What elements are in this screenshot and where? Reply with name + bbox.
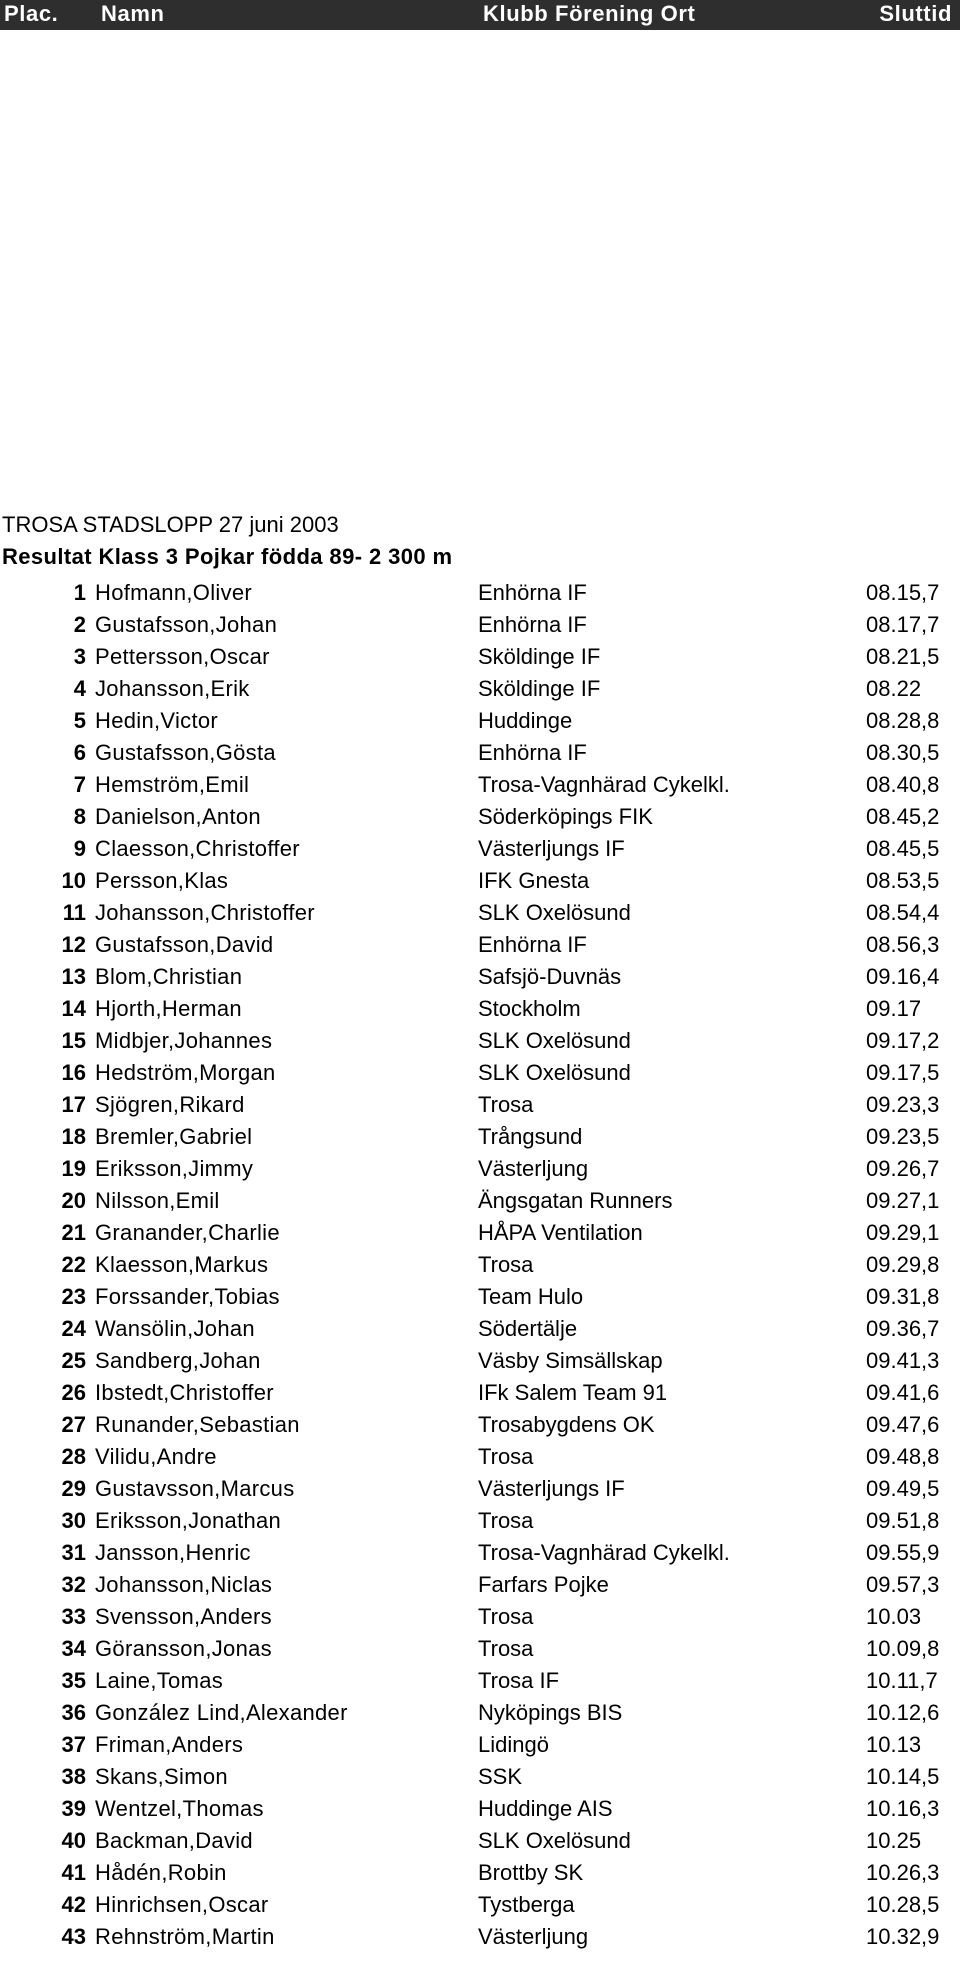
result-club: Södertälje	[478, 1316, 578, 1341]
result-row	[0, 994, 960, 1026]
result-name: Bremler,Gabriel	[95, 1124, 253, 1149]
result-name: Sjögren,Rikard	[95, 1092, 245, 1117]
result-name: Gustafsson,Gösta	[95, 740, 276, 765]
result-time: 09.49,5	[866, 1476, 940, 1501]
result-time: 09.17,2	[866, 1028, 940, 1053]
result-row	[0, 1826, 960, 1858]
result-name: Hedin,Victor	[95, 708, 219, 733]
result-club: Stockholm	[478, 996, 581, 1021]
result-club: Ängsgatan Runners	[478, 1188, 673, 1213]
result-row	[0, 930, 960, 962]
result-place: 23	[61, 1284, 86, 1309]
result-name: Gustavsson,Marcus	[95, 1476, 295, 1501]
result-club: Sköldinge IF	[478, 676, 601, 701]
result-row	[0, 1282, 960, 1314]
result-row	[0, 1346, 960, 1378]
result-name: Hinrichsen,Oscar	[95, 1892, 269, 1917]
result-row	[0, 1090, 960, 1122]
result-row	[0, 1218, 960, 1250]
result-club: Trosa	[478, 1252, 534, 1277]
result-time: 09.17	[866, 996, 922, 1021]
result-club: SLK Oxelösund	[478, 1828, 631, 1853]
result-name: Klaesson,Markus	[95, 1252, 269, 1277]
result-name: Johansson,Christoffer	[95, 900, 315, 925]
result-time: 09.16,4	[866, 964, 940, 989]
result-place: 5	[73, 708, 86, 733]
result-row	[0, 1698, 960, 1730]
result-row	[0, 1250, 960, 1282]
result-time: 08.15,7	[866, 580, 940, 605]
result-club: Enhörna IF	[478, 740, 587, 765]
result-name: Svensson,Anders	[95, 1604, 272, 1629]
result-time: 10.11,7	[866, 1668, 938, 1693]
result-row	[0, 1122, 960, 1154]
result-place: 12	[61, 932, 86, 957]
result-place: 4	[73, 676, 86, 701]
result-place: 16	[61, 1060, 86, 1085]
header-time: Sluttid	[879, 1, 952, 26]
result-club: Trosa	[478, 1636, 534, 1661]
results-list	[0, 578, 960, 1954]
result-place: 10	[61, 868, 86, 893]
result-club: Västerljung	[478, 1156, 589, 1181]
result-name: Eriksson,Jonathan	[95, 1508, 282, 1533]
result-time: 09.55,9	[866, 1540, 940, 1565]
result-club: Trosa	[478, 1092, 534, 1117]
result-name: Hådén,Robin	[95, 1860, 227, 1885]
result-row	[0, 578, 960, 610]
result-time: 09.29,8	[866, 1252, 940, 1277]
result-club: Huddinge	[478, 708, 573, 733]
result-time: 09.31,8	[866, 1284, 940, 1309]
result-place: 14	[61, 996, 86, 1021]
result-place: 38	[61, 1764, 86, 1789]
result-time: 09.57,3	[866, 1572, 940, 1597]
result-name: Pettersson,Oscar	[95, 644, 270, 669]
result-row	[0, 1506, 960, 1538]
result-club: Västerljungs IF	[478, 836, 625, 861]
result-name: Friman,Anders	[95, 1732, 244, 1757]
result-time: 09.26,7	[866, 1156, 940, 1181]
result-row	[0, 1026, 960, 1058]
result-name: Nilsson,Emil	[95, 1188, 220, 1213]
result-place: 2	[73, 612, 86, 637]
result-club: IFk Salem Team 91	[478, 1380, 668, 1405]
result-club: Brottby SK	[478, 1860, 584, 1885]
result-club: Söderköpings FIK	[478, 804, 653, 829]
result-row	[0, 962, 960, 994]
result-place: 32	[61, 1572, 86, 1597]
result-place: 3	[73, 644, 86, 669]
result-name: Ibstedt,Christoffer	[95, 1380, 274, 1405]
result-place: 8	[73, 804, 86, 829]
result-place: 34	[61, 1636, 86, 1661]
result-place: 6	[73, 740, 86, 765]
result-name: Hofmann,Oliver	[95, 580, 253, 605]
result-time: 09.47,6	[866, 1412, 940, 1437]
result-name: González Lind,Alexander	[95, 1700, 348, 1725]
result-time: 10.26,3	[866, 1860, 940, 1885]
result-row	[0, 866, 960, 898]
result-row	[0, 1058, 960, 1090]
result-time: 08.53,5	[866, 868, 940, 893]
result-name: Rehnström,Martin	[95, 1924, 275, 1949]
result-time: 08.40,8	[866, 772, 940, 797]
result-place: 17	[61, 1092, 86, 1117]
result-time: 08.28,8	[866, 708, 940, 733]
result-name: Eriksson,Jimmy	[95, 1156, 254, 1181]
result-row	[0, 674, 960, 706]
result-time: 09.48,8	[866, 1444, 940, 1469]
result-club: Trångsund	[478, 1124, 583, 1149]
result-row	[0, 1730, 960, 1762]
result-place: 7	[73, 772, 86, 797]
result-club: IFK Gnesta	[478, 868, 590, 893]
result-name: Sandberg,Johan	[95, 1348, 261, 1373]
result-time: 08.17,7	[866, 612, 940, 637]
result-club: Team Hulo	[478, 1284, 584, 1309]
result-time: 09.23,5	[866, 1124, 940, 1149]
result-place: 43	[61, 1924, 86, 1949]
result-name: Granander,Charlie	[95, 1220, 280, 1245]
result-name: Gustafsson,David	[95, 932, 274, 957]
result-name: Hemström,Emil	[95, 772, 250, 797]
result-club: Trosa IF	[478, 1668, 560, 1693]
result-place: 19	[61, 1156, 86, 1181]
result-row	[0, 1794, 960, 1826]
result-row	[0, 1922, 960, 1954]
result-club: Enhörna IF	[478, 932, 587, 957]
result-time: 08.56,3	[866, 932, 940, 957]
result-place: 40	[61, 1828, 86, 1853]
result-club: Trosa-Vagnhärad Cykelkl.	[478, 772, 730, 797]
result-place: 9	[73, 836, 86, 861]
result-club: Enhörna IF	[478, 612, 587, 637]
result-row	[0, 770, 960, 802]
result-name: Claesson,Christoffer	[95, 836, 300, 861]
result-row	[0, 706, 960, 738]
result-time: 08.54,4	[866, 900, 940, 925]
result-time: 08.22	[866, 676, 922, 701]
result-name: Wansölin,Johan	[95, 1316, 255, 1341]
result-place: 18	[61, 1124, 86, 1149]
result-row	[0, 1666, 960, 1698]
result-place: 22	[61, 1252, 86, 1277]
result-club: Enhörna IF	[478, 580, 587, 605]
result-club: Trosa	[478, 1604, 534, 1629]
result-club: Lidingö	[478, 1732, 549, 1757]
result-place: 28	[61, 1444, 86, 1469]
result-time: 09.41,6	[866, 1380, 940, 1405]
result-place: 13	[61, 964, 86, 989]
result-club: Farfars Pojke	[478, 1572, 609, 1597]
result-name: Backman,David	[95, 1828, 253, 1853]
result-name: Laine,Tomas	[95, 1668, 224, 1693]
result-place: 31	[61, 1540, 86, 1565]
result-row	[0, 1474, 960, 1506]
result-club: Trosa-Vagnhärad Cykelkl.	[478, 1540, 730, 1565]
result-place: 24	[61, 1316, 86, 1341]
result-time: 09.29,1	[866, 1220, 940, 1245]
result-place: 39	[61, 1796, 86, 1821]
result-row	[0, 802, 960, 834]
result-row	[0, 1602, 960, 1634]
result-place: 15	[61, 1028, 86, 1053]
result-row	[0, 1890, 960, 1922]
result-time: 09.17,5	[866, 1060, 940, 1085]
result-time: 10.16,3	[866, 1796, 940, 1821]
event-title: TROSA STADSLOPP 27 juni 2003	[2, 512, 339, 537]
result-name: Hedström,Morgan	[95, 1060, 276, 1085]
result-place: 1	[73, 580, 86, 605]
class-title: Resultat Klass 3 Pojkar födda 89- 2 300 m	[2, 544, 453, 569]
result-time: 10.09,8	[866, 1636, 940, 1661]
header-club: Klubb Förening Ort	[483, 1, 696, 26]
result-name: Persson,Klas	[95, 868, 229, 893]
result-club: Trosabygdens OK	[478, 1412, 655, 1437]
result-place: 37	[61, 1732, 86, 1757]
result-name: Gustafsson,Johan	[95, 612, 278, 637]
result-time: 10.25	[866, 1828, 922, 1853]
result-name: Johansson,Erik	[95, 676, 250, 701]
result-time: 08.45,5	[866, 836, 940, 861]
result-row	[0, 898, 960, 930]
result-row	[0, 1442, 960, 1474]
result-club: Trosa	[478, 1508, 534, 1533]
result-time: 09.41,3	[866, 1348, 940, 1373]
result-name: Johansson,Niclas	[95, 1572, 273, 1597]
result-club: Västerljung	[478, 1924, 589, 1949]
result-name: Danielson,Anton	[95, 804, 261, 829]
result-name: Vilidu,Andre	[95, 1444, 217, 1469]
result-row	[0, 1858, 960, 1890]
result-time: 09.36,7	[866, 1316, 940, 1341]
result-name: Wentzel,Thomas	[95, 1796, 264, 1821]
result-place: 41	[61, 1860, 86, 1885]
result-name: Midbjer,Johannes	[95, 1028, 273, 1053]
result-row	[0, 1570, 960, 1602]
result-row	[0, 834, 960, 866]
result-place: 26	[61, 1380, 86, 1405]
result-time: 08.45,2	[866, 804, 940, 829]
result-name: Göransson,Jonas	[95, 1636, 272, 1661]
result-place: 25	[61, 1348, 86, 1373]
result-club: Tystberga	[478, 1892, 575, 1917]
result-name: Blom,Christian	[95, 964, 243, 989]
result-name: Skans,Simon	[95, 1764, 228, 1789]
result-club: Trosa	[478, 1444, 534, 1469]
result-time: 09.23,3	[866, 1092, 940, 1117]
result-row	[0, 1634, 960, 1666]
result-place: 36	[61, 1700, 86, 1725]
result-place: 20	[61, 1188, 86, 1213]
result-row	[0, 610, 960, 642]
result-row	[0, 1314, 960, 1346]
result-club: Västerljungs IF	[478, 1476, 625, 1501]
result-place: 35	[61, 1668, 86, 1693]
result-time: 08.30,5	[866, 740, 940, 765]
result-name: Jansson,Henric	[95, 1540, 251, 1565]
result-place: 27	[61, 1412, 86, 1437]
result-club: Väsby Simsällskap	[478, 1348, 663, 1373]
result-place: 30	[61, 1508, 86, 1533]
result-club: SLK Oxelösund	[478, 1028, 631, 1053]
result-row	[0, 1762, 960, 1794]
result-row	[0, 1186, 960, 1218]
result-time: 10.13	[866, 1732, 922, 1757]
result-club: Nyköpings BIS	[478, 1700, 623, 1725]
result-club: HÅPA Ventilation	[478, 1220, 643, 1245]
result-row	[0, 1410, 960, 1442]
result-place: 29	[61, 1476, 86, 1501]
result-place: 33	[61, 1604, 86, 1629]
result-row	[0, 642, 960, 674]
result-club: SLK Oxelösund	[478, 1060, 631, 1085]
result-place: 42	[61, 1892, 86, 1917]
result-name: Runander,Sebastian	[95, 1412, 300, 1437]
result-time: 10.28,5	[866, 1892, 940, 1917]
result-place: 11	[62, 900, 86, 925]
result-time: 10.03	[866, 1604, 922, 1629]
result-club: Safsjö-Duvnäs	[478, 964, 622, 989]
result-place: 21	[61, 1220, 86, 1245]
result-club: Huddinge AIS	[478, 1796, 613, 1821]
result-row	[0, 738, 960, 770]
header-name: Namn	[101, 1, 165, 26]
result-row	[0, 1538, 960, 1570]
result-row	[0, 1378, 960, 1410]
result-time: 10.12,6	[866, 1700, 940, 1725]
result-row	[0, 1154, 960, 1186]
result-club: SSK	[478, 1764, 523, 1789]
result-club: SLK Oxelösund	[478, 900, 631, 925]
header-place: Plac.	[4, 1, 59, 26]
result-time: 09.51,8	[866, 1508, 940, 1533]
column-header-bar	[0, 0, 960, 30]
result-time: 10.14,5	[866, 1764, 940, 1789]
result-name: Forssander,Tobias	[95, 1284, 280, 1309]
result-time: 09.27,1	[866, 1188, 940, 1213]
result-club: Sköldinge IF	[478, 644, 601, 669]
result-time: 10.32,9	[866, 1924, 940, 1949]
result-name: Hjorth,Herman	[95, 996, 242, 1021]
result-time: 08.21,5	[866, 644, 940, 669]
